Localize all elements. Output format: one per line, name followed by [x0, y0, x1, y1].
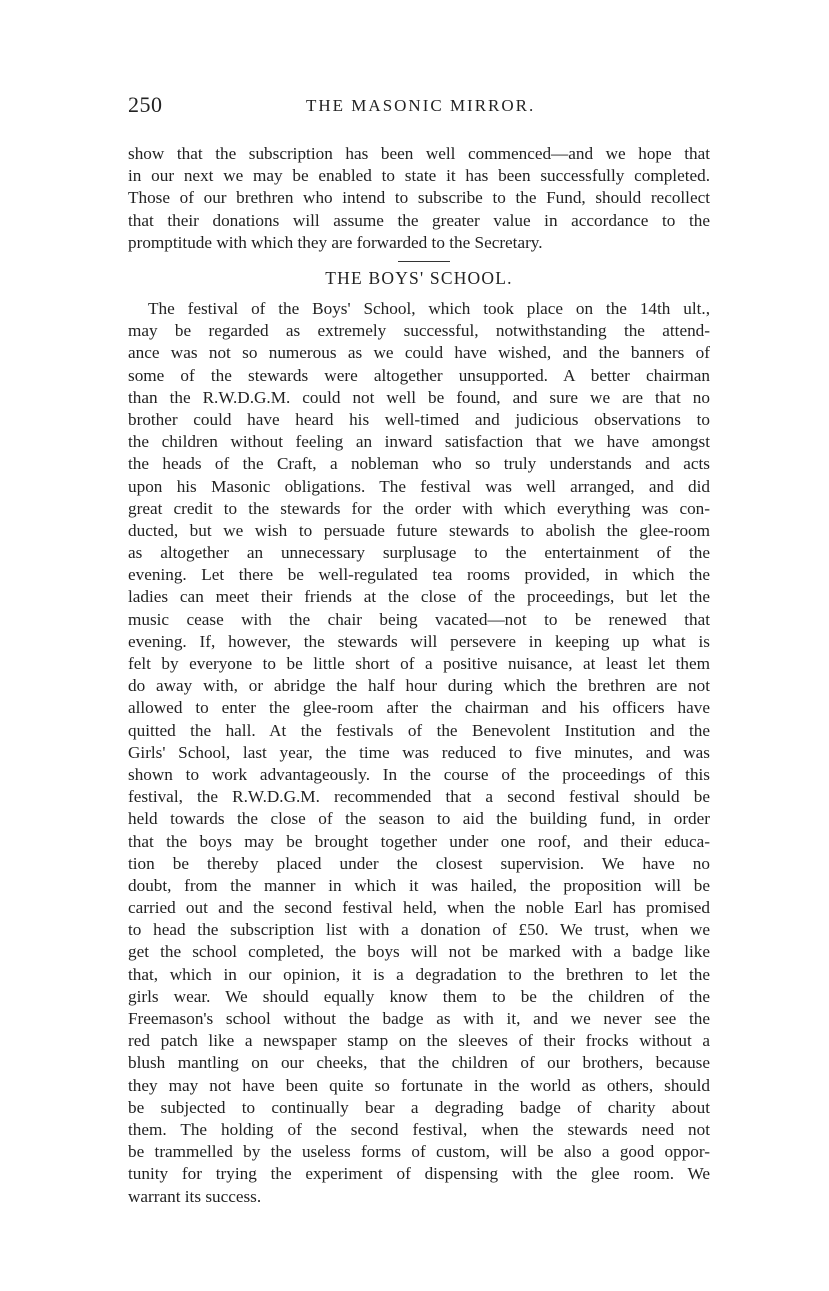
text-line: evening. If, however, the stewards will persevere in keeping up what is	[128, 631, 710, 651]
running-head: THE MASONIC MIRROR.	[306, 96, 536, 115]
text-line: ance was not so numerous as we could have wished, and the banners of	[128, 343, 710, 363]
text-line: may be regarded as extremely successful, notwithstanding the attend-	[128, 321, 710, 341]
text-line: them. The holding of the second festival, when the stewards need not	[128, 1119, 710, 1139]
intro-paragraph	[128, 143, 710, 254]
text-line: red patch like a newspaper stamp on the sleeves of their frocks without a	[128, 1031, 710, 1051]
text-line: festival, the R.W.D.G.M. recommended that a second festival should be	[128, 787, 710, 807]
text-line: tion be thereby placed under the closest supervision. We have no	[128, 853, 710, 873]
text-line: great credit to the stewards for the order with which everything was con-	[128, 498, 710, 518]
text-line: allowed to enter the glee-room after the chairman and his officers have	[128, 698, 710, 718]
text-line: held towards the close of the season to aid the building fund, in order	[128, 809, 710, 829]
section-heading: THE BOYS' SCHOOL.	[325, 268, 513, 288]
text-line: music cease with the chair being vacated—not to be renewed that	[128, 609, 710, 629]
text-line: do away with, or abridge the half hour during which the brethren are not	[128, 676, 710, 696]
section-divider	[398, 261, 450, 262]
text-line: as altogether an unnecessary surplusage to the entertainment of the	[128, 543, 710, 563]
text-line: show that the subscription has been well commenced—and we hope that	[128, 144, 710, 163]
text-line: carried out and the second festival held, when the noble Earl has promised	[128, 898, 710, 918]
text-line: Those of our brethren who intend to subscribe to the Fund, should recollect	[128, 188, 710, 208]
text-line: blush mantling on our cheeks, that the children of our brothers, because	[128, 1053, 710, 1073]
text-line: doubt, from the manner in which it was hailed, the proposition will be	[128, 875, 710, 895]
text-line: be subjected to continually bear a degrading badge of charity about	[128, 1097, 710, 1117]
text-line: ducted, but we wish to persuade future stewards to abolish the glee-room	[128, 520, 710, 540]
text-line: tunity for trying the experiment of dispensing with the glee room. We	[128, 1164, 710, 1184]
text-line: to head the subscription list with a donation of £50. We trust, when we	[128, 920, 710, 940]
text-line: quitted the hall. At the festivals of the Benevolent Institution and the	[128, 720, 710, 740]
text-line: that their donations will assume the greater value in accordance to the	[128, 210, 710, 230]
text-line: that the boys may be brought together under one roof, and their educa-	[128, 831, 710, 851]
text-line: they may not have been quite so fortunate in the world as others, should	[128, 1075, 710, 1095]
article-paragraph	[128, 298, 710, 1208]
text-line: the children without feeling an inward satisfaction that we have amongst	[128, 432, 710, 452]
text-line: in our next we may be enabled to state it has been successfully completed.	[128, 166, 710, 186]
page-header	[128, 92, 708, 122]
text-line: The festival of the Boys' School, which took place on the 14th ult.,	[148, 299, 710, 318]
text-line: evening. Let there be well-regulated tea rooms provided, in which the	[128, 565, 710, 585]
text-line: brother could have heard his well-timed and judicious observations to	[128, 409, 710, 429]
text-line: upon his Masonic obligations. The festival was well arranged, and did	[128, 476, 710, 496]
text-line: felt by everyone to be little short of a positive nuisance, at least let them	[128, 654, 710, 673]
text-line: promptitude with which they are forwarded to the Secretary.	[128, 232, 543, 252]
text-line: girls wear. We should equally know them to be the children of the	[128, 986, 710, 1006]
page-number: 250	[128, 92, 163, 117]
text-line: warrant its success.	[128, 1186, 262, 1206]
text-line: be trammelled by the useless forms of custom, will be also a good oppor-	[128, 1142, 710, 1162]
text-line: ladies can meet their friends at the close of the proceedings, but let the	[128, 587, 710, 607]
text-line: Freemason's school without the badge as with it, and we never see the	[128, 1009, 710, 1028]
text-line: the heads of the Craft, a nobleman who so truly understands and acts	[128, 454, 710, 474]
text-line: shown to work advantageously. In the course of the proceedings of this	[128, 764, 710, 784]
text-line: Girls' School, last year, the time was reduced to five minutes, and was	[128, 742, 710, 762]
text-line: than the R.W.D.G.M. could not well be found, and sure we are that no	[128, 387, 710, 407]
text-line: get the school completed, the boys will not be marked with a badge like	[128, 942, 710, 962]
text-line: that, which in our opinion, it is a degradation to the brethren to let the	[128, 964, 710, 984]
text-line: some of the stewards were altogether unsupported. A better chairman	[128, 365, 710, 385]
